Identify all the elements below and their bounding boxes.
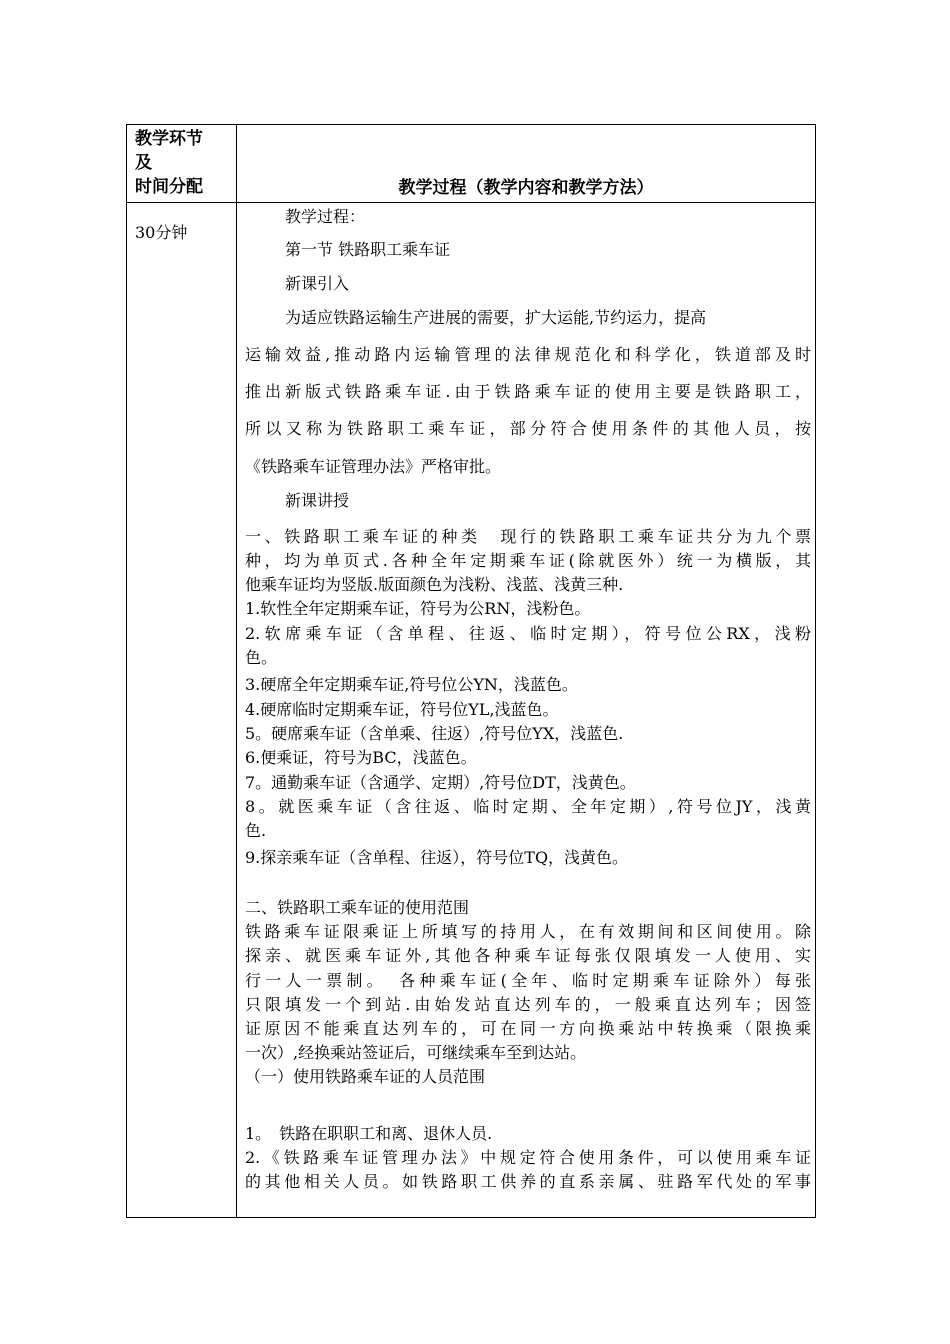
header-process: 教学过程（教学内容和教学方法） xyxy=(398,178,654,198)
content-line: 教学过程： xyxy=(285,207,366,226)
content-line: 新课引入 xyxy=(285,274,350,293)
content-line: 他乘车证均为竖版.版面颜色为浅粉、浅蓝、浅黄三种. xyxy=(245,575,624,594)
content-line: 3.硬席全年定期乘车证,符号位公YN，浅蓝色。 xyxy=(245,675,578,694)
content-line: 的其他相关人员。如铁路职工供养的直系亲属、驻路军代处的军事 xyxy=(245,1172,811,1191)
content-line: 为适应铁路运输生产进展的需要，扩大运能,节约运力，提高 xyxy=(285,308,707,327)
content-line: 一次）,经换乘站签证后，可继续乘车至到达站。 xyxy=(245,1043,587,1062)
column-divider xyxy=(236,125,237,1217)
time-allocation: 30分钟 xyxy=(135,223,188,242)
content-line: 4.硬席临时定期乘车证，符号位YL,浅蓝色。 xyxy=(245,700,559,719)
content-line: 第一节 铁路职工乘车证 xyxy=(285,240,451,259)
content-line: 种，均为单页式.各种全年定期乘车证(除就医外）统一为横版，其 xyxy=(245,551,811,570)
content-line: 一、铁路职工乘车证的种类 现行的铁路职工乘车证共分为九个票 xyxy=(245,527,811,546)
content-line: 推出新版式铁路乘车证.由于铁路乘车证的使用主要是铁路职工， xyxy=(245,382,811,401)
content-line: 运输效益,推动路内运输管理的法律规范化和科学化，铁道部及时 xyxy=(245,345,811,364)
content-line: 《铁路乘车证管理办法》严格审批。 xyxy=(245,457,502,476)
content-line: 8。就医乘车证（含往返、临时定期、全年定期）,符号位JY，浅黄 xyxy=(245,797,811,816)
content-line: 1。 铁路在职职工和离、退休人员. xyxy=(245,1124,493,1143)
content-line: 6.便乘证，符号为BC，浅蓝色。 xyxy=(245,748,477,767)
header-divider xyxy=(127,202,815,203)
content-line: 色。 xyxy=(245,648,278,667)
lesson-table xyxy=(126,124,816,1218)
content-line: 探亲、就医乘车证外,其他各种乘车证每张仅限填发一人使用、实 xyxy=(245,946,811,965)
content-line: 所以又称为铁路职工乘车证，部分符合使用条件的其他人员，按 xyxy=(245,419,811,438)
content-line: 色. xyxy=(245,821,267,840)
content-line: 7。通勤乘车证（含通学、定期）,符号位DT，浅黄色。 xyxy=(245,773,636,792)
header-left-line: 时间分配 xyxy=(135,177,203,197)
content-line: 5。硬席乘车证（含单乘、往返）,符号位YX，浅蓝色. xyxy=(245,724,624,743)
content-line: 2.《铁路乘车证管理办法》中规定符合使用条件，可以使用乘车证 xyxy=(245,1148,811,1167)
content-line: 铁路乘车证限乘证上所填写的持用人，在有效期间和区间使用。除 xyxy=(245,922,811,941)
content-line: （一）使用铁路乘车证的人员范围 xyxy=(245,1067,486,1086)
header-left-line: 及 xyxy=(135,153,152,173)
content-line: 只限填发一个到站.由始发站直达列车的，一般乘直达列车；因签 xyxy=(245,995,811,1014)
content-line: 1.软性全年定期乘车证，符号为公RN，浅粉色。 xyxy=(245,599,591,618)
content-line: 二、铁路职工乘车证的使用范围 xyxy=(245,898,470,917)
content-line: 2.软席乘车证（含单程、往返、临时定期），符号位公RX，浅粉 xyxy=(245,624,811,643)
content-line: 9.探亲乘车证（含单程、往返），符号位TQ，浅黄色。 xyxy=(245,848,629,867)
header-left-line: 教学环节 xyxy=(135,129,203,149)
content-line: 行一人一票制。 各种乘车证(全年、临时定期乘车证除外）每张 xyxy=(245,971,811,990)
content-line: 新课讲授 xyxy=(285,491,350,510)
content-line: 证原因不能乘直达列车的，可在同一方向换乘站中转换乘（限换乘 xyxy=(245,1019,811,1038)
header-stage-time xyxy=(135,127,203,199)
